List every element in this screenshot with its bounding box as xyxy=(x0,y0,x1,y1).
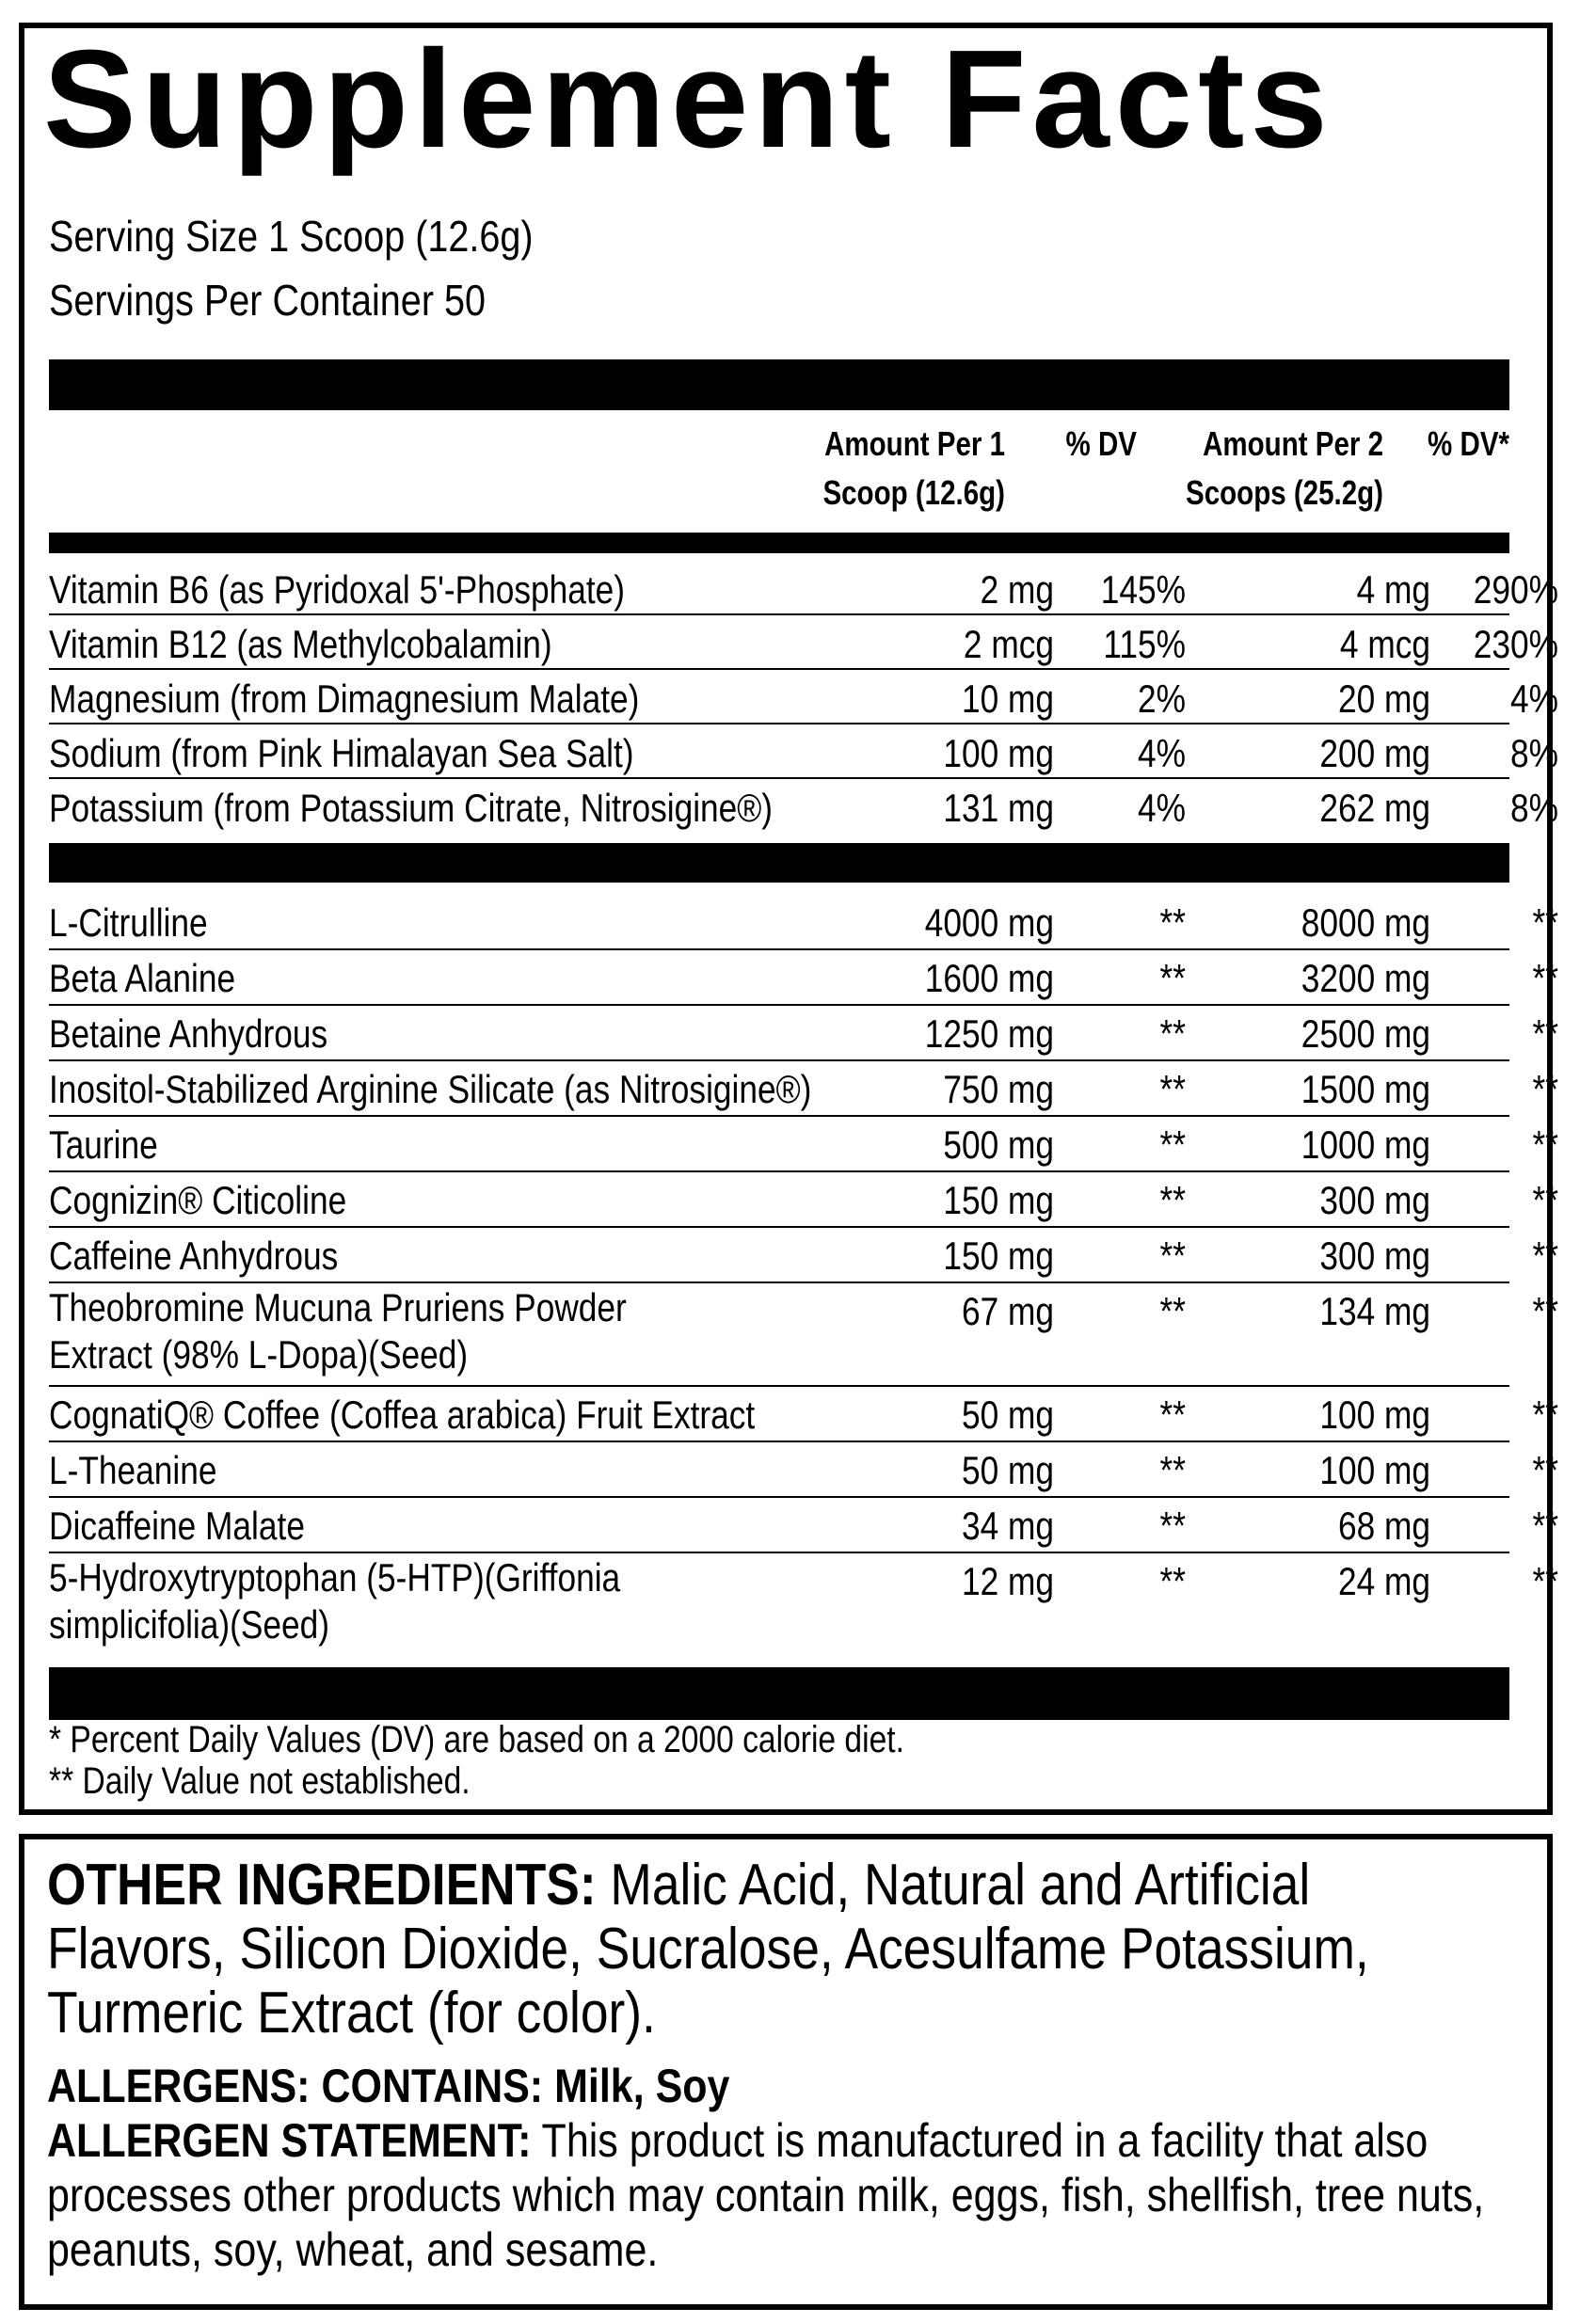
section-bar-bottom xyxy=(49,1667,1509,1720)
daily-value-2: 290% xyxy=(1473,567,1558,612)
ingredient-row-divider xyxy=(49,1281,1509,1283)
other-ingredients-block xyxy=(47,1854,1515,2045)
ingredient-name: Beta Alanine xyxy=(49,956,236,1000)
amount-1: 2 mg xyxy=(980,567,1054,612)
ingredient-name: Inositol-Stabilized Arginine Silicate (as Nitrosigine®) xyxy=(49,1067,812,1111)
ingredient-name: L-Citrulline xyxy=(49,900,208,945)
amount-1: 500 mg xyxy=(943,1122,1054,1167)
daily-value-1: 145% xyxy=(1100,567,1186,612)
daily-value-1: ** xyxy=(1159,1067,1186,1111)
amount-2: 100 mg xyxy=(1319,1393,1430,1437)
page-title: Supplement Facts xyxy=(43,22,1333,177)
header-dv-1: % DV xyxy=(1065,424,1137,463)
daily-value-2: ** xyxy=(1532,1559,1558,1603)
daily-value-2: ** xyxy=(1532,1393,1558,1437)
amount-2: 262 mg xyxy=(1319,786,1430,830)
daily-value-1: ** xyxy=(1159,1393,1186,1437)
ingredient-name: Cognizin® Citicoline xyxy=(49,1178,347,1222)
section-bar-header xyxy=(49,533,1509,553)
daily-value-2: 8% xyxy=(1510,731,1558,775)
daily-value-1: ** xyxy=(1159,1234,1186,1278)
daily-value-1: 2% xyxy=(1138,677,1186,721)
daily-value-1: ** xyxy=(1159,1504,1186,1548)
daily-value-1: ** xyxy=(1159,956,1186,1000)
amount-1: 150 mg xyxy=(943,1178,1054,1222)
daily-value-1: 4% xyxy=(1138,786,1186,830)
ingredient-name: Vitamin B12 (as Methylcobalamin) xyxy=(49,622,552,666)
ingredient-name: 5-Hydroxytryptophan (5-HTP)(Griffonia simplicifolia)(Seed) xyxy=(49,1555,621,1647)
daily-value-2: ** xyxy=(1532,956,1558,1000)
ingredient-name: L-Theanine xyxy=(49,1448,217,1492)
amount-1: 2 mcg xyxy=(963,622,1054,666)
daily-value-2: ** xyxy=(1532,1504,1558,1548)
amount-2: 134 mg xyxy=(1319,1289,1430,1333)
ingredient-name: CognatiQ® Coffee (Coffea arabica) Fruit Extract xyxy=(49,1393,756,1437)
ingredient-name: Dicaffeine Malate xyxy=(49,1504,305,1548)
amount-2: 300 mg xyxy=(1319,1178,1430,1222)
daily-value-1: ** xyxy=(1159,1122,1186,1167)
amount-1: 131 mg xyxy=(943,786,1054,830)
amount-1: 50 mg xyxy=(961,1448,1054,1492)
amount-1: 4000 mg xyxy=(924,900,1054,945)
ingredient-name: Sodium (from Pink Himalayan Sea Salt) xyxy=(49,731,634,775)
daily-value-2: ** xyxy=(1532,1234,1558,1278)
ingredient-name: Magnesium (from Dimagnesium Malate) xyxy=(49,677,640,721)
daily-value-1: ** xyxy=(1159,900,1186,945)
ingredient-row-divider xyxy=(49,1552,1509,1553)
amount-2: 68 mg xyxy=(1337,1504,1430,1548)
amount-2: 2500 mg xyxy=(1301,1011,1430,1056)
daily-value-2: ** xyxy=(1532,1178,1558,1222)
amount-1: 150 mg xyxy=(943,1234,1054,1278)
ingredient-row-divider xyxy=(49,948,1509,950)
amount-2: 4 mcg xyxy=(1339,622,1430,666)
header-amount-1: Amount Per 1 Scoop (12.6g) xyxy=(822,424,1005,512)
vitamin-row-divider xyxy=(49,777,1509,779)
daily-value-1: ** xyxy=(1159,1448,1186,1492)
amount-2: 300 mg xyxy=(1319,1234,1430,1278)
daily-value-2: ** xyxy=(1532,900,1558,945)
allergen-statement: ALLERGEN STATEMENT: This product is manufactured in a facility that also processes other products which may contain milk, eggs, fish, shellfish, tree nuts, peanuts, soy, wheat, and sesame. xyxy=(47,2114,1485,2276)
ingredient-row-divider xyxy=(49,1059,1509,1061)
daily-value-2: ** xyxy=(1532,1122,1558,1167)
daily-value-1: 115% xyxy=(1103,622,1186,666)
ingredient-name: Potassium (from Potassium Citrate, Nitrosigine®) xyxy=(49,786,774,830)
ingredient-row-divider xyxy=(49,1385,1509,1387)
allergens-block xyxy=(47,2059,1515,2277)
vitamin-row-divider xyxy=(49,668,1509,670)
amount-1: 750 mg xyxy=(943,1067,1054,1111)
daily-value-1: ** xyxy=(1159,1289,1186,1333)
amount-2: 200 mg xyxy=(1319,731,1430,775)
amount-1: 10 mg xyxy=(961,677,1054,721)
vitamin-row-divider xyxy=(49,723,1509,724)
amount-2: 4 mg xyxy=(1356,567,1430,612)
daily-value-2: 230% xyxy=(1473,622,1558,666)
amount-2: 24 mg xyxy=(1337,1559,1430,1603)
servings-per-container: Servings Per Container 50 xyxy=(49,276,486,325)
daily-value-1: ** xyxy=(1159,1011,1186,1056)
daily-value-2: 8% xyxy=(1510,786,1558,830)
daily-value-2: ** xyxy=(1532,1067,1558,1111)
section-bar-middle xyxy=(49,843,1509,883)
amount-1: 34 mg xyxy=(961,1504,1054,1548)
daily-value-1: 4% xyxy=(1138,731,1186,775)
footnote-not-established: ** Daily Value not established. xyxy=(49,1760,471,1802)
daily-value-2: ** xyxy=(1532,1011,1558,1056)
ingredient-row-divider xyxy=(49,1115,1509,1117)
ingredient-row-divider xyxy=(49,1170,1509,1172)
ingredient-row-divider xyxy=(49,1004,1509,1006)
amount-1: 50 mg xyxy=(961,1393,1054,1437)
ingredient-name: Caffeine Anhydrous xyxy=(49,1234,339,1278)
header-dv-2: % DV* xyxy=(1428,424,1509,463)
amount-1: 67 mg xyxy=(961,1289,1054,1333)
amount-2: 1500 mg xyxy=(1301,1067,1430,1111)
daily-value-2: 4% xyxy=(1510,677,1558,721)
amount-1: 100 mg xyxy=(943,731,1054,775)
amount-1: 1600 mg xyxy=(924,956,1054,1000)
daily-value-1: ** xyxy=(1159,1178,1186,1222)
serving-size: Serving Size 1 Scoop (12.6g) xyxy=(49,212,534,261)
amount-2: 20 mg xyxy=(1337,677,1430,721)
amount-2: 8000 mg xyxy=(1301,900,1430,945)
amount-2: 100 mg xyxy=(1319,1448,1430,1492)
header-amount-2: Amount Per 2 Scoops (25.2g) xyxy=(1186,424,1383,512)
daily-value-2: ** xyxy=(1532,1448,1558,1492)
footnote-dv: * Percent Daily Values (DV) are based on a 2000 calorie diet. xyxy=(49,1719,904,1760)
amount-2: 1000 mg xyxy=(1301,1122,1430,1167)
ingredient-row-divider xyxy=(49,1496,1509,1498)
ingredient-name: Betaine Anhydrous xyxy=(49,1011,328,1056)
daily-value-2: ** xyxy=(1532,1289,1558,1333)
ingredient-name: Vitamin B6 (as Pyridoxal 5'-Phosphate) xyxy=(49,567,626,612)
daily-value-1: ** xyxy=(1159,1559,1186,1603)
ingredient-name: Theobromine Mucuna Pruriens Powder Extract (98% L-Dopa)(Seed) xyxy=(49,1285,627,1377)
allergens-contains: ALLERGENS: CONTAINS: Milk, Soy xyxy=(47,2060,730,2112)
ingredient-row-divider xyxy=(49,1441,1509,1442)
other-ingredients-text: OTHER INGREDIENTS: Malic Acid, Natural and Artificial Flavors, Silicon Dioxide, Sucralose, Acesulfame Potassium, Turmeric Extract (for color). xyxy=(47,1853,1369,2045)
ingredient-row-divider xyxy=(49,1226,1509,1228)
amount-1: 12 mg xyxy=(961,1559,1054,1603)
amount-2: 3200 mg xyxy=(1301,956,1430,1000)
ingredient-name: Taurine xyxy=(49,1122,158,1167)
section-bar-top xyxy=(49,359,1509,410)
vitamin-row-divider xyxy=(49,613,1509,615)
amount-1: 1250 mg xyxy=(924,1011,1054,1056)
